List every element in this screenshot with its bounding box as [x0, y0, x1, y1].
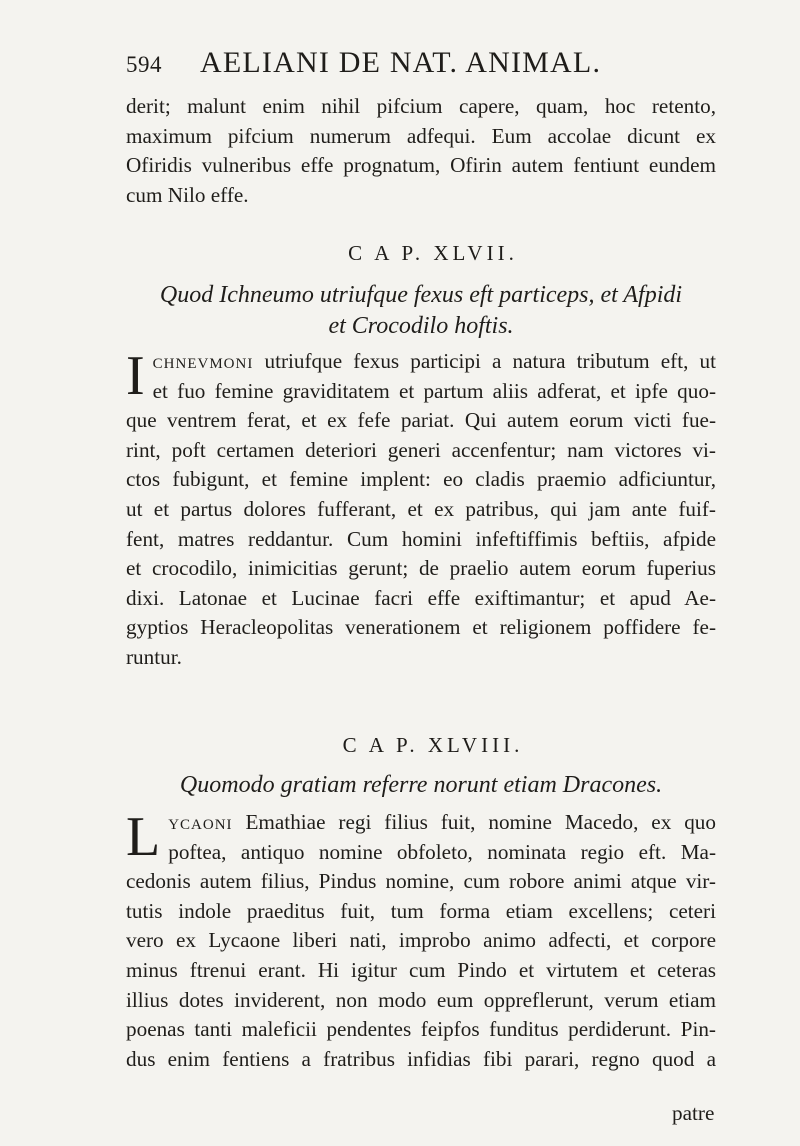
chapter-47-body — [126, 347, 716, 673]
text-line: rint, poft certamen deteriori generi accenfentur; nam victores vi- — [126, 437, 716, 462]
chapter-47-label: C A P. XLVII. — [348, 241, 518, 265]
chapter-title-line: Quod Ichneumo utriufque fexus eft particeps, et Afpidi — [159, 282, 683, 308]
page-header — [126, 48, 716, 82]
text-line: fent, matres reddantur. Cum homini infeftiffimis beftiis, afpide — [126, 526, 716, 551]
chapter-48-title — [126, 770, 716, 801]
text-line: ctos fubigunt, et femine implent: eo cladis praemio adficiuntur, — [126, 467, 716, 492]
text-line: ycaoni Emathiae regi filius fuit, nomine Macedo, ex quo — [168, 810, 716, 834]
text-line: derit; malunt enim nihil pifcium capere, quam, hoc retento, — [126, 94, 716, 118]
chapter-48-body — [126, 808, 716, 1074]
running-title: AELIANI DE NAT. ANIMAL. — [200, 46, 602, 79]
chapter-title-line: Quomodo gratiam referre norunt etiam Dracones. — [179, 772, 663, 798]
text-line: illius dotes inviderent, non modo eum oppreflerunt, verum etiam — [126, 987, 716, 1012]
text-line: Ofiridis vulneribus effe prognatum, Ofirin autem fentiunt eundem — [126, 153, 716, 178]
text-line: tutis indole praeditus fuit, tum forma etiam excellens; ceteri — [126, 898, 716, 923]
text-line: cum Nilo effe. — [126, 182, 249, 207]
text-line: que ventrem ferat, et ex fefe pariat. Qui autem eorum victi fue- — [126, 408, 716, 433]
text-line: cedonis autem filius, Pindus nomine, cum robore animi atque vir- — [126, 869, 716, 894]
text-line: dus enim fentiens a fratribus infidias fibi parari, regno quod a — [126, 1046, 716, 1071]
text-line: poftea, antiquo nomine obfoleto, nominata regio eft. Ma- — [168, 839, 716, 864]
opening-word: chnevmoni — [152, 349, 254, 373]
page-number: 594 — [126, 52, 162, 77]
text-line: dixi. Latonae et Lucinae facri effe exiftimantur; et apud Ae- — [126, 585, 716, 610]
text-line: runtur. — [126, 644, 182, 669]
chapter-48-label: C A P. XLVIII. — [342, 733, 524, 757]
text-line: ut et partus dolores fufferant, et ex patribus, qui jam ante fuif- — [126, 496, 716, 521]
catchword: patre — [672, 1101, 715, 1125]
drop-cap: L — [126, 806, 161, 868]
chapter-47-title — [126, 280, 716, 342]
text-line: maximum pifcium numerum adfequi. Eum accolae dicunt ex — [126, 123, 716, 148]
drop-cap: I — [126, 345, 145, 407]
text-line: et fuo femine graviditatem et partum aliis adferat, et ipfe quo- — [152, 378, 716, 403]
opening-word: ycaoni — [168, 810, 233, 834]
intro-paragraph — [126, 92, 716, 210]
text-line: minus ftrenui erant. Hi igitur cum Pindo et virtutem et ceteras — [126, 957, 716, 982]
text-line: chnevmoni utriufque fexus participi a natura tributum eft, ut — [152, 349, 716, 373]
chapter-title-line: et Crocodilo hoftis. — [328, 313, 514, 339]
text-line: vero ex Lycaone liberi nati, improbo animo adfecti, et corpore — [126, 928, 716, 953]
text-line: poenas tanti maleficii pendentes feipfos funditus perdiderunt. Pin- — [126, 1017, 716, 1042]
text-line: et crocodilo, inimicitias gerunt; de praelio autem eorum fuperius — [126, 556, 716, 581]
text-line: gyptios Heracleopolitas venerationem et religionem poffidere fe- — [126, 615, 716, 640]
